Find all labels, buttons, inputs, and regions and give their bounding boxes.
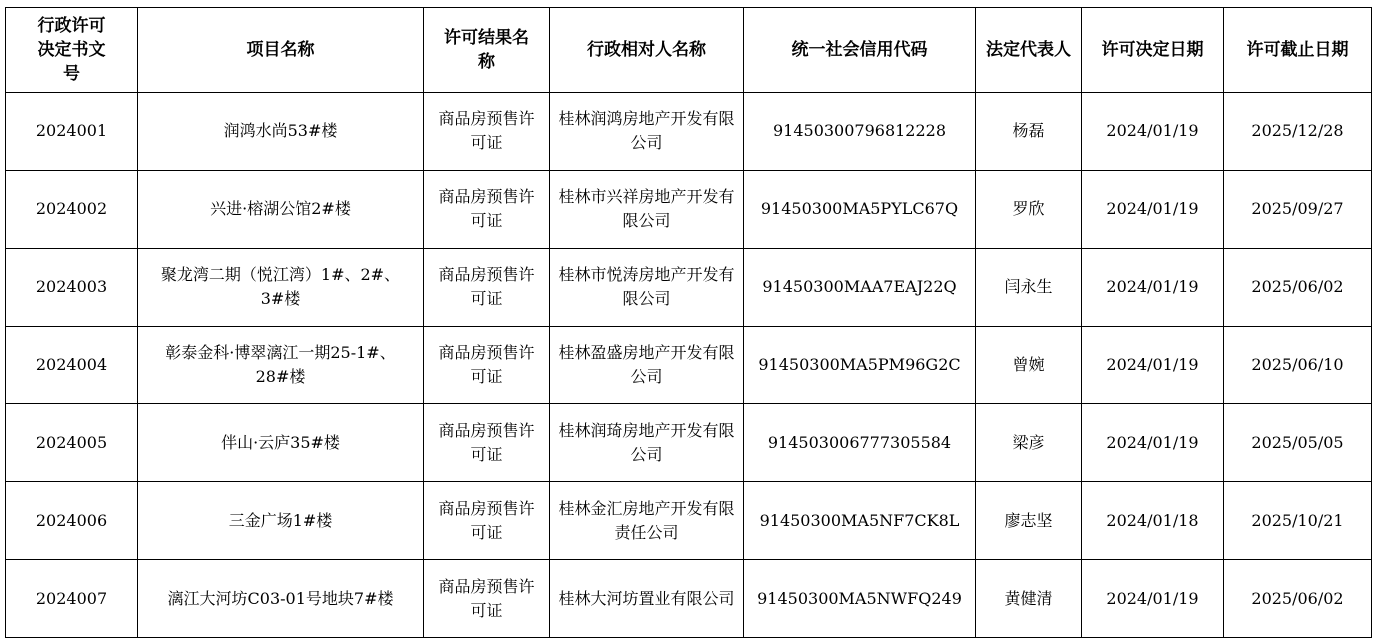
header-row (6, 8, 1372, 93)
header-credit-code: 统一社会信用代码 (744, 8, 976, 93)
table-body (6, 93, 1372, 638)
table-row (6, 326, 1372, 404)
cell-result: 商品房预售许可证 (424, 248, 550, 326)
cell-credit-code: 914503006777305584 (744, 404, 976, 482)
cell-company: 桂林市兴祥房地产开发有限公司 (550, 170, 744, 248)
cell-result: 商品房预售许可证 (424, 560, 550, 638)
cell-doc-no: 2024003 (6, 248, 138, 326)
cell-legal-rep: 梁彦 (976, 404, 1082, 482)
cell-decision-date: 2024/01/19 (1082, 326, 1224, 404)
cell-project: 润鸿水尚53#楼 (138, 93, 424, 171)
cell-legal-rep: 闫永生 (976, 248, 1082, 326)
cell-legal-rep: 曾婉 (976, 326, 1082, 404)
cell-decision-date: 2024/01/19 (1082, 404, 1224, 482)
cell-company: 桂林润鸿房地产开发有限公司 (550, 93, 744, 171)
cell-legal-rep: 黄健清 (976, 560, 1082, 638)
cell-credit-code: 91450300MA5NWFQ249 (744, 560, 976, 638)
cell-decision-date: 2024/01/19 (1082, 93, 1224, 171)
header-expiry-date: 许可截止日期 (1224, 8, 1372, 93)
cell-company: 桂林大河坊置业有限公司 (550, 560, 744, 638)
cell-result: 商品房预售许可证 (424, 93, 550, 171)
cell-result: 商品房预售许可证 (424, 170, 550, 248)
cell-legal-rep: 罗欣 (976, 170, 1082, 248)
cell-doc-no: 2024002 (6, 170, 138, 248)
cell-credit-code: 91450300MA5PM96G2C (744, 326, 976, 404)
cell-doc-no: 2024007 (6, 560, 138, 638)
cell-company: 桂林金汇房地产开发有限责任公司 (550, 482, 744, 560)
cell-credit-code: 91450300MA5NF7CK8L (744, 482, 976, 560)
cell-expiry-date: 2025/09/27 (1224, 170, 1372, 248)
header-doc-no: 行政许可决定书文号 (6, 8, 138, 93)
cell-project: 三金广场1#楼 (138, 482, 424, 560)
cell-decision-date: 2024/01/18 (1082, 482, 1224, 560)
cell-expiry-date: 2025/05/05 (1224, 404, 1372, 482)
cell-credit-code: 91450300MAA7EAJ22Q (744, 248, 976, 326)
cell-expiry-date: 2025/06/02 (1224, 560, 1372, 638)
cell-expiry-date: 2025/06/10 (1224, 326, 1372, 404)
cell-credit-code: 91450300MA5PYLC67Q (744, 170, 976, 248)
cell-project: 漓江大河坊C03-01号地块7#楼 (138, 560, 424, 638)
table-row (6, 248, 1372, 326)
cell-result: 商品房预售许可证 (424, 482, 550, 560)
cell-doc-no: 2024004 (6, 326, 138, 404)
cell-legal-rep: 杨磊 (976, 93, 1082, 171)
cell-decision-date: 2024/01/19 (1082, 560, 1224, 638)
cell-company: 桂林市悦涛房地产开发有限公司 (550, 248, 744, 326)
cell-decision-date: 2024/01/19 (1082, 248, 1224, 326)
cell-expiry-date: 2025/12/28 (1224, 93, 1372, 171)
table-row (6, 93, 1372, 171)
cell-result: 商品房预售许可证 (424, 326, 550, 404)
table-row (6, 404, 1372, 482)
cell-company: 桂林盈盛房地产开发有限公司 (550, 326, 744, 404)
cell-project: 彰泰金科·博翠漓江一期25-1#、28#楼 (138, 326, 424, 404)
cell-expiry-date: 2025/10/21 (1224, 482, 1372, 560)
table-row (6, 560, 1372, 638)
cell-expiry-date: 2025/06/02 (1224, 248, 1372, 326)
cell-decision-date: 2024/01/19 (1082, 170, 1224, 248)
cell-doc-no: 2024006 (6, 482, 138, 560)
header-project: 项目名称 (138, 8, 424, 93)
cell-project: 伴山·云庐35#楼 (138, 404, 424, 482)
header-legal-rep: 法定代表人 (976, 8, 1082, 93)
cell-doc-no: 2024005 (6, 404, 138, 482)
header-decision-date: 许可决定日期 (1082, 8, 1224, 93)
table-row (6, 170, 1372, 248)
table-row (6, 482, 1372, 560)
cell-legal-rep: 廖志坚 (976, 482, 1082, 560)
cell-result: 商品房预售许可证 (424, 404, 550, 482)
header-company: 行政相对人名称 (550, 8, 744, 93)
cell-company: 桂林润琦房地产开发有限公司 (550, 404, 744, 482)
cell-project: 兴进·榕湖公馆2#楼 (138, 170, 424, 248)
cell-doc-no: 2024001 (6, 93, 138, 171)
cell-project: 聚龙湾二期（悦江湾）1#、2#、3#楼 (138, 248, 424, 326)
cell-credit-code: 91450300796812228 (744, 93, 976, 171)
license-table (5, 7, 1372, 638)
header-result: 许可结果名称 (424, 8, 550, 93)
